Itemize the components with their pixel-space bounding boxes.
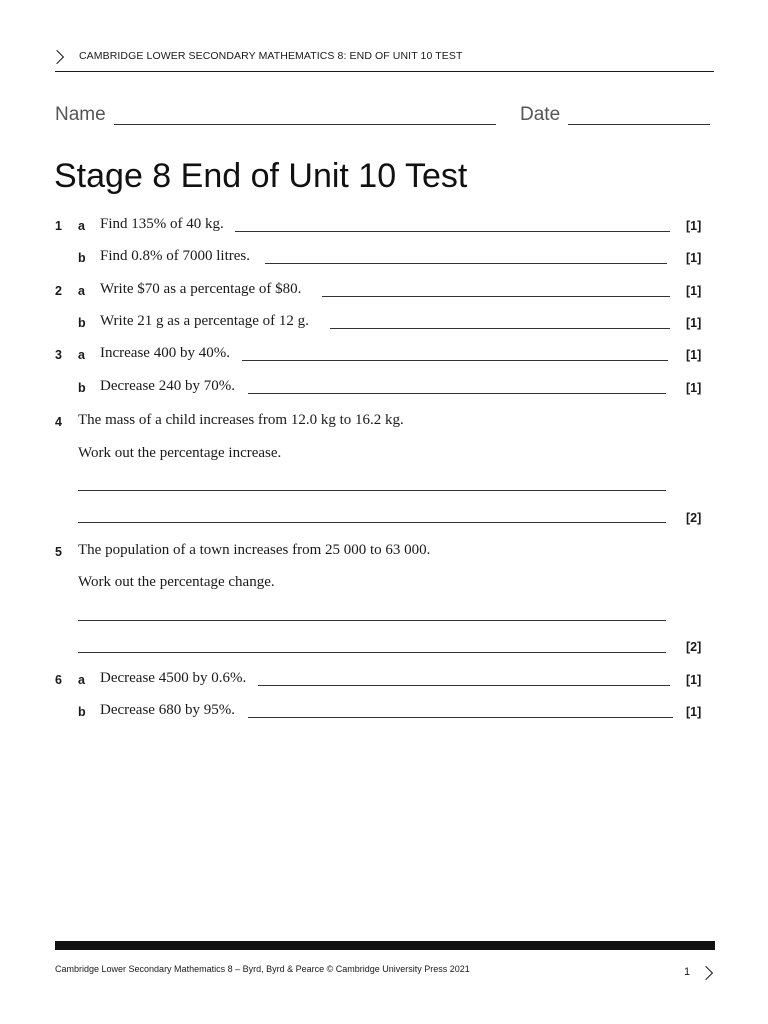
answer-line[interactable] (78, 652, 666, 653)
marks: [1] (686, 284, 702, 298)
marks: [1] (686, 705, 702, 719)
question-part: b (78, 316, 86, 330)
footer-bar (55, 941, 715, 950)
chevron-right-icon[interactable] (699, 966, 713, 980)
question-number: 6 (55, 673, 62, 687)
marks: [1] (686, 316, 702, 330)
answer-line[interactable] (330, 328, 670, 329)
marks: [2] (686, 640, 702, 654)
question-part: a (78, 673, 85, 687)
question-part: b (78, 381, 86, 395)
question-instruction: Work out the percentage change. (78, 574, 275, 590)
header-rule (55, 71, 714, 72)
marks: [1] (686, 219, 702, 233)
question-text: Write 21 g as a percentage of 12 g. (100, 313, 309, 329)
question-text: Find 135% of 40 kg. (100, 216, 224, 232)
date-field[interactable] (568, 124, 710, 125)
question-part: a (78, 348, 85, 362)
question-text: Decrease 680 by 95%. (100, 702, 235, 718)
answer-line[interactable] (248, 393, 666, 394)
question-text: Increase 400 by 40%. (100, 345, 230, 361)
question-number: 5 (55, 545, 62, 559)
question-text: The mass of a child increases from 12.0 kg to 16.2 kg. (78, 412, 404, 428)
answer-line[interactable] (78, 620, 666, 621)
page-number: 1 (684, 966, 691, 978)
marks: [1] (686, 251, 702, 265)
question-number: 4 (55, 415, 62, 429)
question-text: Decrease 240 by 70%. (100, 378, 235, 394)
marks: [1] (686, 381, 702, 395)
marks: [1] (686, 673, 702, 687)
answer-line[interactable] (248, 717, 673, 718)
question-number: 2 (55, 284, 62, 298)
name-field[interactable] (114, 124, 496, 125)
question-part: a (78, 219, 85, 233)
answer-line[interactable] (258, 685, 670, 686)
answer-line[interactable] (322, 296, 670, 297)
answer-line[interactable] (235, 231, 670, 232)
question-number: 1 (55, 219, 62, 233)
question-text: Decrease 4500 by 0.6%. (100, 670, 247, 686)
answer-line[interactable] (78, 490, 666, 491)
answer-line[interactable] (242, 360, 668, 361)
question-text: The population of a town increases from 25 000 to 63 000. (78, 542, 431, 558)
page-title: Stage 8 End of Unit 10 Test (54, 157, 468, 195)
answer-line[interactable] (265, 263, 667, 264)
footer-credit: Cambridge Lower Secondary Mathematics 8 – Byrd, Byrd & Pearce © Cambridge University Press 2021 (55, 964, 470, 974)
question-text: Write $70 as a percentage of $80. (100, 281, 302, 297)
question-part: a (78, 284, 85, 298)
chevron-right-icon (50, 50, 64, 64)
question-number: 3 (55, 348, 62, 362)
marks: [2] (686, 511, 702, 525)
header-title: CAMBRIDGE LOWER SECONDARY MATHEMATICS 8: END OF UNIT 10 TEST (79, 50, 463, 62)
answer-line[interactable] (78, 522, 666, 523)
question-instruction: Work out the percentage increase. (78, 445, 282, 461)
marks: [1] (686, 348, 702, 362)
date-label: Date (520, 104, 561, 125)
question-text: Find 0.8% of 7000 litres. (100, 248, 250, 264)
question-part: b (78, 705, 86, 719)
question-part: b (78, 251, 86, 265)
name-label: Name (55, 104, 106, 125)
